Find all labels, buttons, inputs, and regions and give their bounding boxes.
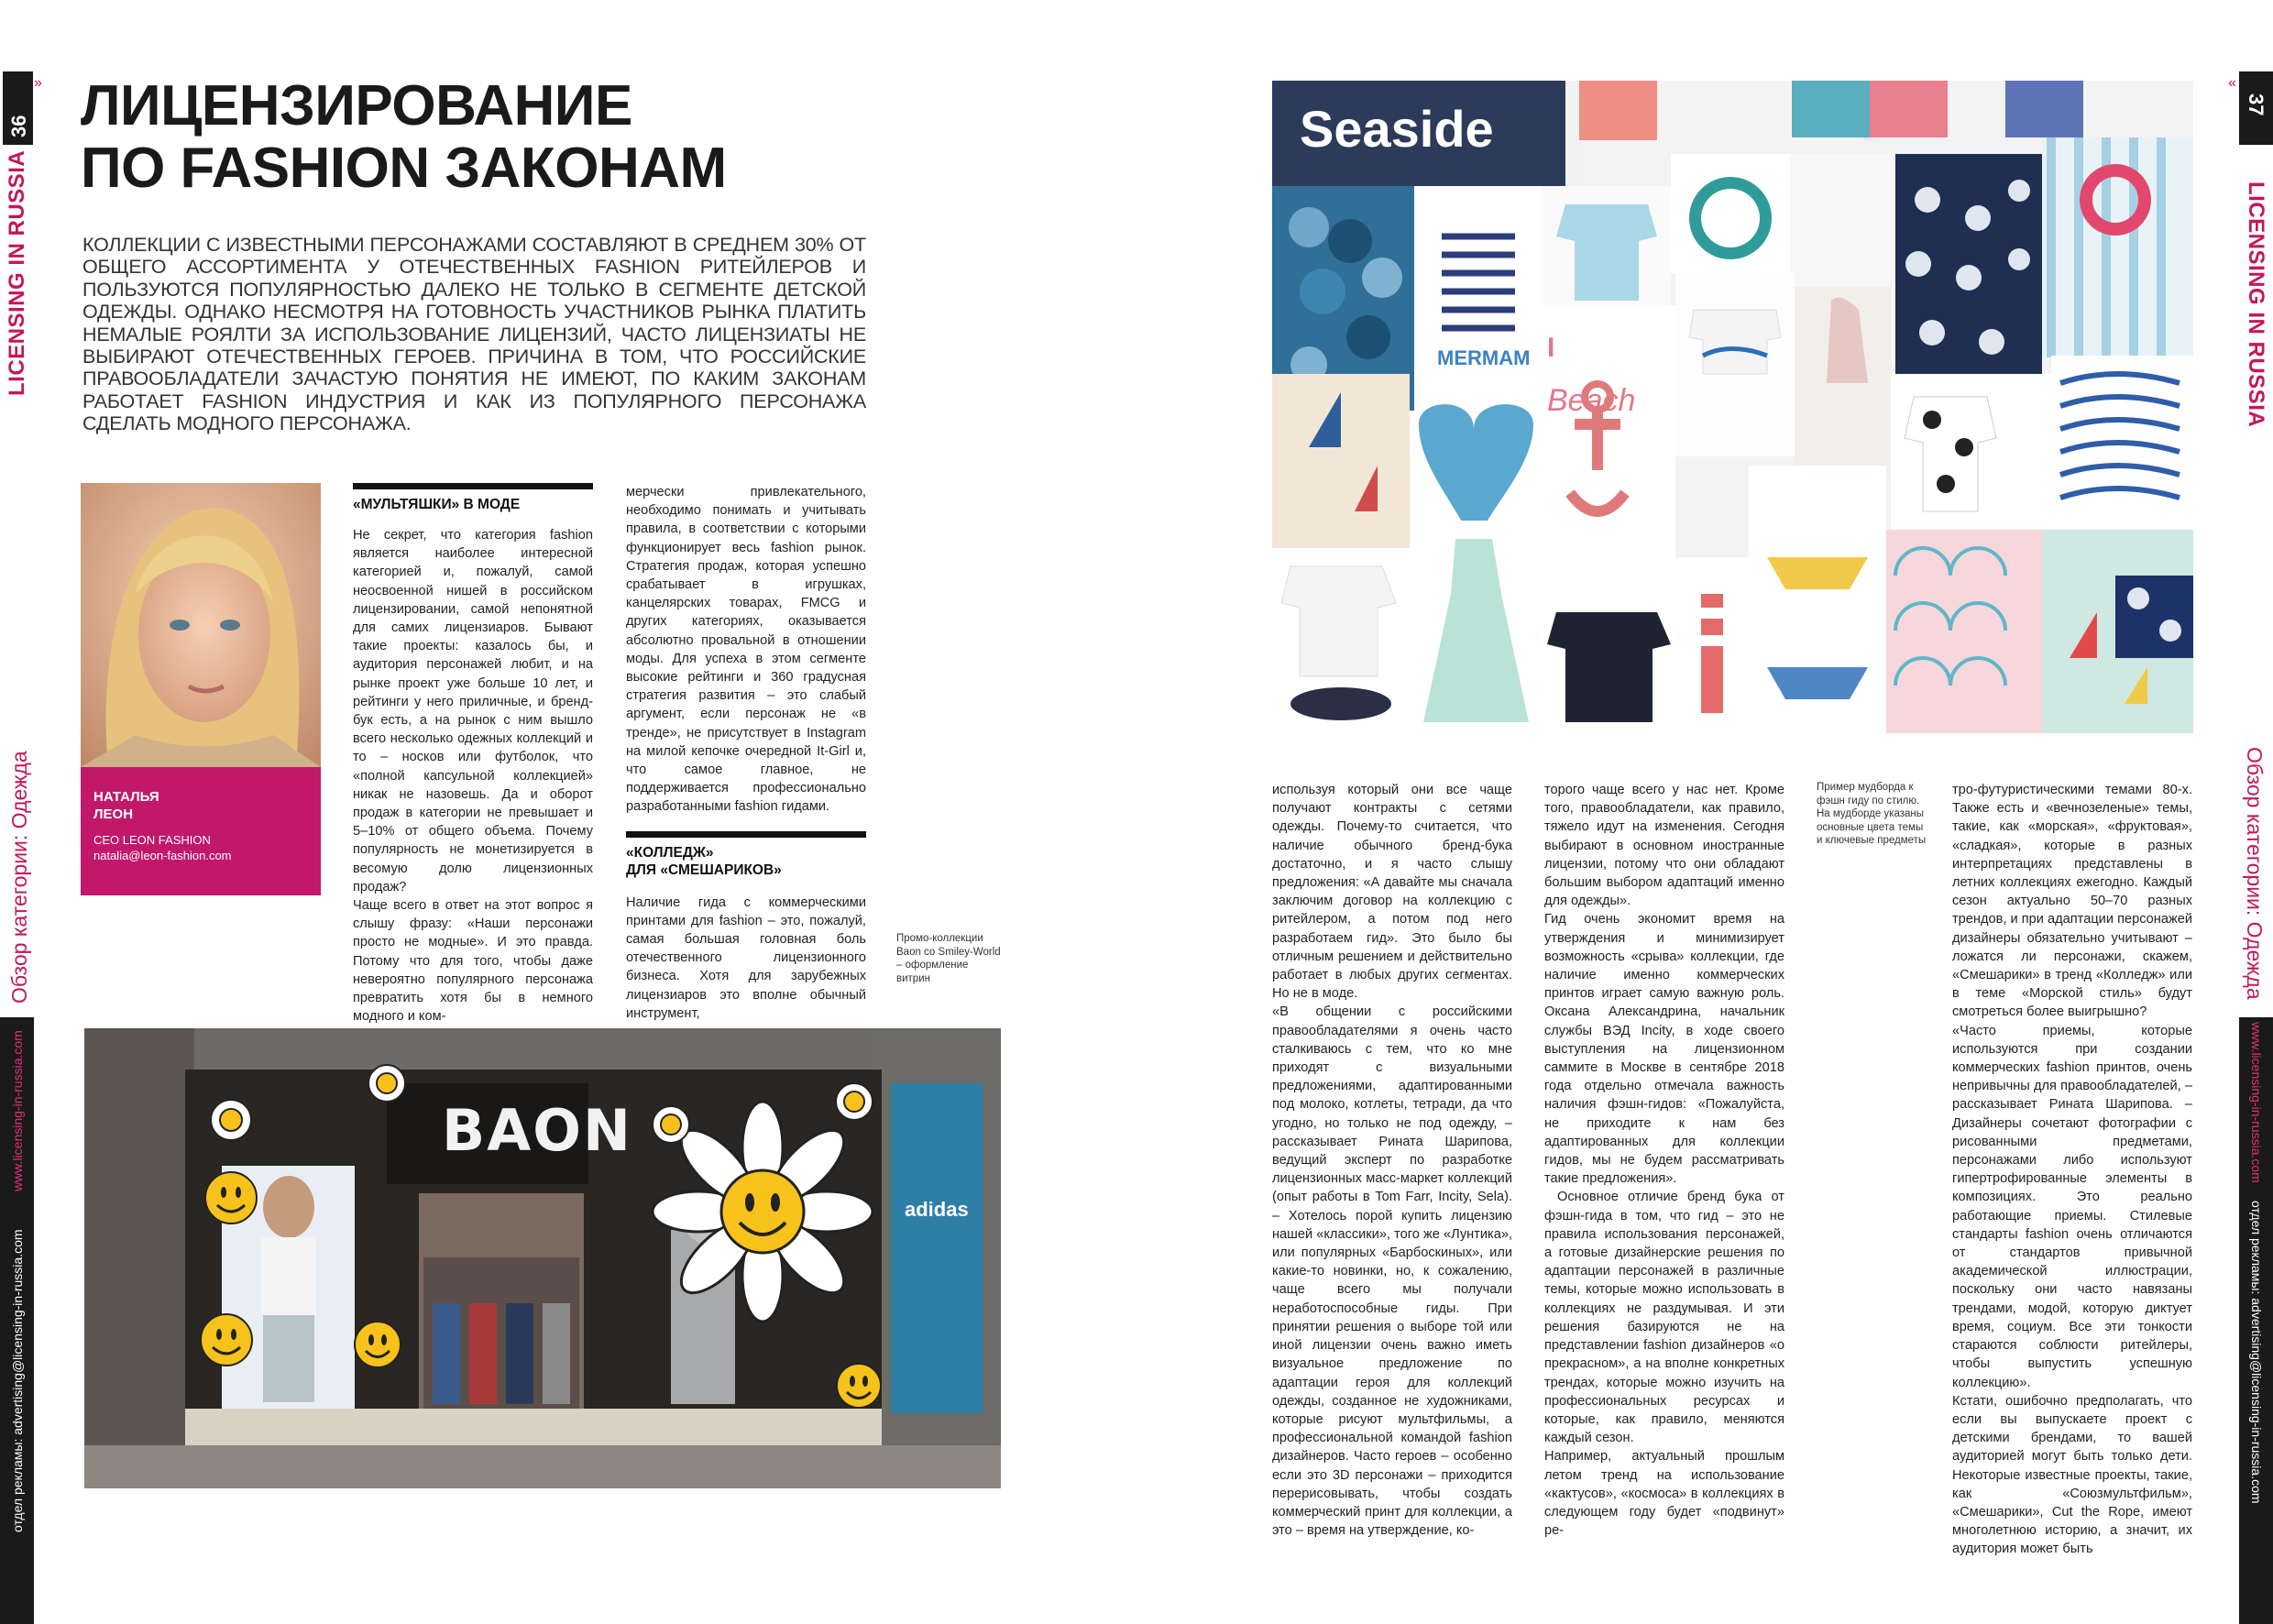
column-1 [353,483,593,1026]
author-meta [93,832,232,863]
paragraph: «В общении с российскими правообладателями я очень часто сталкиваюсь с тем, что ко мне приходят с визуальными предложениями, адаптированными под молоко, котлеты, тетради, да что угодно, но только не под одежду, – рассказывает Рината Шарипова, ведущий эксперт по разработке лицензионных масс-маркет коллекций (опыт работы в Tom Farr, Incity, Sela). – Хотелось порой купить лицензию нашей «классики», того же «Лунтика», или популярных «Барбоскиных», или какие-то новинки, но, к сожалению, чаще всего мы получали неработоспособные гиды. При принятии решения о выборе той или иной лицензии очень важно иметь визуальное предложение по адаптации героя для коллекций одежды, созданное не художниками, которые рисуют мультфильмы, а профессиональной командой fashion дизайнеров. Часто героев – особенно если это 3D персонажи – приходится перерисовывать, чтобы создать коммерческий принт для коллекции, а это – время на утверждение, ко- [1272,1004,1512,1539]
paragraph: торого чаще всего у нас нет. Кроме того, правообладатели, как правило, тяжело идут на изменения. Сегодня выбирают в основном иностранные лицензии, потому что они обладают большим выбором адаптаций именно для одежды». [1544,783,1784,909]
title-line-2: ПО FASHION ЗАКОНАМ [81,137,727,200]
moodboard-banner-text: Seaside [1300,100,1494,158]
paragraph: Кстати, ошибочно предполагать, что если вы выпускаете проект с детскими брендами, то вашей аудиторией могут быть только дети. Некоторые известные проекты, такие, как «Союзмультфильм», «Смешарики», Cut the Rope, имеют многолетнюю историю, а значит, их аудитория может быть [1952,1393,2192,1557]
author-first-name: НАТАЛЬЯ [93,789,159,805]
arrow-icon: » [34,75,42,91]
store-side-brand: adidas [905,1198,969,1221]
page-number-left: 36 [7,115,30,137]
spine-magazine-title: LICENSING IN RUSSIA [5,149,29,396]
author-position: CEO LEON FASHION [93,833,211,847]
spine-ads-contact[interactable]: отдел рекламы: advertising@licensing-in-russia.com [10,1229,25,1532]
page-number-right: 37 [2245,93,2268,116]
right-column-2 [1544,781,1784,1540]
section-rule [353,483,593,489]
paragraph: Не секрет, что категория fashion является наиболее интересной категорией и, пожалуй, самой неосвоенной нишей в российском лицензировании, самой непонятной для самих лицензиаров. Бывают такие проекты: казалось бы, и аудитория персонажей любит, и на рынке проект уже больше 10 лет, и рейтинги у него приличные, и бренд-бук есть, а на рынок с ним вышло всего несколько одежных коллекций и то – носков или футболок, что «полной капсульной коллекцией» никак не назовешь. Да и оборот продаж в категории не превышает и 5–10% от общего объема. Почему популярность не монетизируется в весомую долю лицензионных продаж? [353,528,593,894]
article-lead: КОЛЛЕКЦИИ С ИЗВЕСТНЫМИ ПЕРСОНАЖАМИ СОСТАВЛЯЮТ В СРЕДНЕМ 30% ОТ ОБЩЕГО АССОРТИМЕНТА У ОТЕЧЕСТВЕННЫХ FASHION РИТЕЙЛЕРОВ И ПОЛЬЗУЮТСЯ ПОПУЛЯРНОСТЬЮ ДАЛЕКО НЕ ТОЛЬКО В СЕГМЕНТЕ ДЕТСКОЙ ОДЕЖДЫ. ОДНАКО НЕСМОТРЯ НА ГОТОВНОСТЬ УЧАСТНИКОВ РЫНКА ПЛАТИТЬ НЕМАЛЫЕ РОЯЛТИ ЗА ИСПОЛЬЗОВАНИЕ ЛИЦЕНЗИЙ, ЧАСТО ЛИЦЕНЗИАТЫ НЕ ВЫБИРАЮТ ОТЕЧЕСТВЕННЫХ ГЕРОЕВ. ПРИЧИНА В ТОМ, ЧТО РОССИЙСКИЕ ПРАВООБЛАДАТЕЛИ ЗАЧАСТУЮ ПОНЯТИЯ НЕ ИМЕЮТ, ПО КАКИМ ЗАКОНАМ РАБОТАЕТ FASHION ИНДУСТРИЯ И КАК ИЗ ПОПУЛЯРНОГО ПЕРСОНАЖА СДЕЛАТЬ МОДНОГО ПЕРСОНАЖА. [82,234,866,435]
moodboard-word-mermam: MERMAM [1437,346,1531,369]
store-caption: Промо-коллекции Baon со Smiley-World – оформление витрин [896,933,1001,984]
store-sign: BAON [442,1097,632,1164]
moodboard-collage [1272,81,2193,733]
author-name [93,788,159,823]
spine-url-right[interactable]: www.licensing-in-russia.com [2249,1022,2264,1183]
heading-line: «КОЛЛЕДЖ» [626,844,714,861]
spine-url[interactable]: www.licensing-in-russia.com [10,1030,25,1191]
spine-ads-contact-right[interactable]: отдел рекламы: advertising@licensing-in-russia.com [2249,1201,2264,1504]
section-heading-college [626,844,866,879]
paragraph: Гид очень экономит время на утверждения и минимизирует возможность «срыва» коллекции, где наличие именно коммерческих принтов играет самую важную роль. Оксана Александрина, начальник службы ВЭД Incity, в ходе своего выступления на лицензионном саммите в Москве в сентябре 2018 года отдельно отмечала важность наличия фэшн-гидов: «Пожалуйста, не приходите к нам без адаптированных для коллекции гидов, мы не будем рассматривать такие предложения». [1544,912,1784,1187]
paragraph: тро-футуристическими темами 80-х. Также есть и «вечнозеленые» темы, такие, как «морская», «фруктовая», «сладкая», которые в разных интерпретациях представлены в летних коллекциях ежегодно. Каждый сезон актуально 50–70 разных трендов, и при адаптации персонажей дизайнеры обязательно учитывают – ложатся ли персонажи, скажем, «Смешарики» в тренд «Колледж» или в теме «Морской стиль» будут смотреться более выигрышно? [1952,783,2192,1020]
paragraph: Например, актуальный прошлым летом тренд на использование «кактусов», «космоса» в коллекциях в следующем году будет «подвинут» ре- [1544,1449,1784,1539]
smiley-daisies [84,1028,1001,1488]
store-photo [84,1028,1001,1488]
right-column-3 [1952,781,2192,1559]
moodboard-word-i: I [1547,333,1555,363]
author-email[interactable]: natalia@leon-fashion.com [93,849,232,862]
article-title [81,75,727,200]
author-card [81,483,321,895]
author-last-name: ЛЕОН [93,807,134,822]
heading-line: ДЛЯ «СМЕШАРИКОВ» [626,861,782,878]
right-column-1 [1272,781,1512,1540]
paragraph: Основное отличие бренд бука от фэшн-гида в том, что гид – это не правила использования персонажей, а готовые дизайнерские решения по адаптации персонажей в различные темы, которые можно использовать в коллекциях не раздумывая. И эти решения базируются не на представлении fashion дизайнеров «о прекрасном», а на вполне конкретных трендах, которые можно изучить на профессиональных ресурсах и которые, как правило, меняются каждый сезон. [1544,1190,1784,1446]
author-photo [81,483,321,767]
moodboard-word-beach: Beach [1547,383,1636,418]
section-rule [626,831,866,838]
spine-section: Обзор категории: Одежда [7,751,31,1004]
paragraph: Наличие гида с коммерческими принтами для fashion – это, пожалуй, самая большая головная боль отечественного лицензионного бизнеса. Хотя для зарубежных лицензиаров это вполне обычный инструмент, [626,894,866,1021]
paragraph: Чаще всего в ответ на этот вопрос я слышу фразу: «Наши персонажи просто не модные». И это правда. Потому что для того, чтобы даже невероятно популярного персонажа превратить хотя бы в немного модного и ком- [353,898,593,1025]
moodboard-image [1272,81,2193,733]
right-spine [2228,0,2273,1624]
arrow-icon-right: « [2228,75,2236,91]
moodboard-caption: Пример мудборда к фэшн гиду по стилю. На мудборде указаны основные цвета темы и ключевые предметы [1817,782,1927,846]
left-spine [0,0,42,1624]
paragraph: мерчески привлекательного, необходимо понимать и учитывать правила, в соответствии с которыми функционирует весь fashion рынок. Стратегия продаж, которая успешно срабатывает в игрушках, канцелярских товарах, FMCG и других категориях, оказывается абсолютно провальной в отношении моды. Для успеха в этом сегменте высокие рейтинги и 360 градусная стратегия развития – это слабый аргумент, если персонаж не «в тренде», не присутствует в Instagram на милой кепочке очередной It-Girl и, что самое главное, не поддерживается профессионально разработанными fashion гидами. [626,485,866,815]
section-heading-cartoons: «МУЛЬТЯШКИ» В МОДЕ [353,497,521,512]
column-2 [626,483,866,1023]
spine-section-right: Обзор категории: Одежда [2243,747,2267,1000]
paragraph: «Часто приемы, которые используются при создании коммерческих fashion принтов, очень непривычны для правообладателей, – рассказывает Рината Шарипова. – Дизайнеры сочетают фотографии с рисованными предметами, персонажами либо используют гипертрофированные элементы в композициях. Это реально работающие приемы. Стилевые стандарты fashion очень отличаются от стандартов привычной академической иллюстрации, поскольку они часто навязаны трендами, модой, которую диктует время, социум. Все эти тонкости стараются соблюсти ритейлеры, чтобы выпустить успешную коллекцию». [1952,1023,2192,1390]
spine-magazine-title-right: LICENSING IN RUSSIA [2244,181,2268,428]
title-line-1: ЛИЦЕНЗИРОВАНИЕ [81,74,632,137]
paragraph: используя который они все чаще получают контракты с сетями одежды. Почему-то считается, что наличие обычного бренд-бука достаточно, и я часто слышу предложения: «А давайте мы сначала заключим договор на коллекцию с ритейлером, а потом под него разработаем гид». Это было бы отличным решением и действительно работает в любых других сегментах. Но не в моде. [1272,783,1512,1002]
